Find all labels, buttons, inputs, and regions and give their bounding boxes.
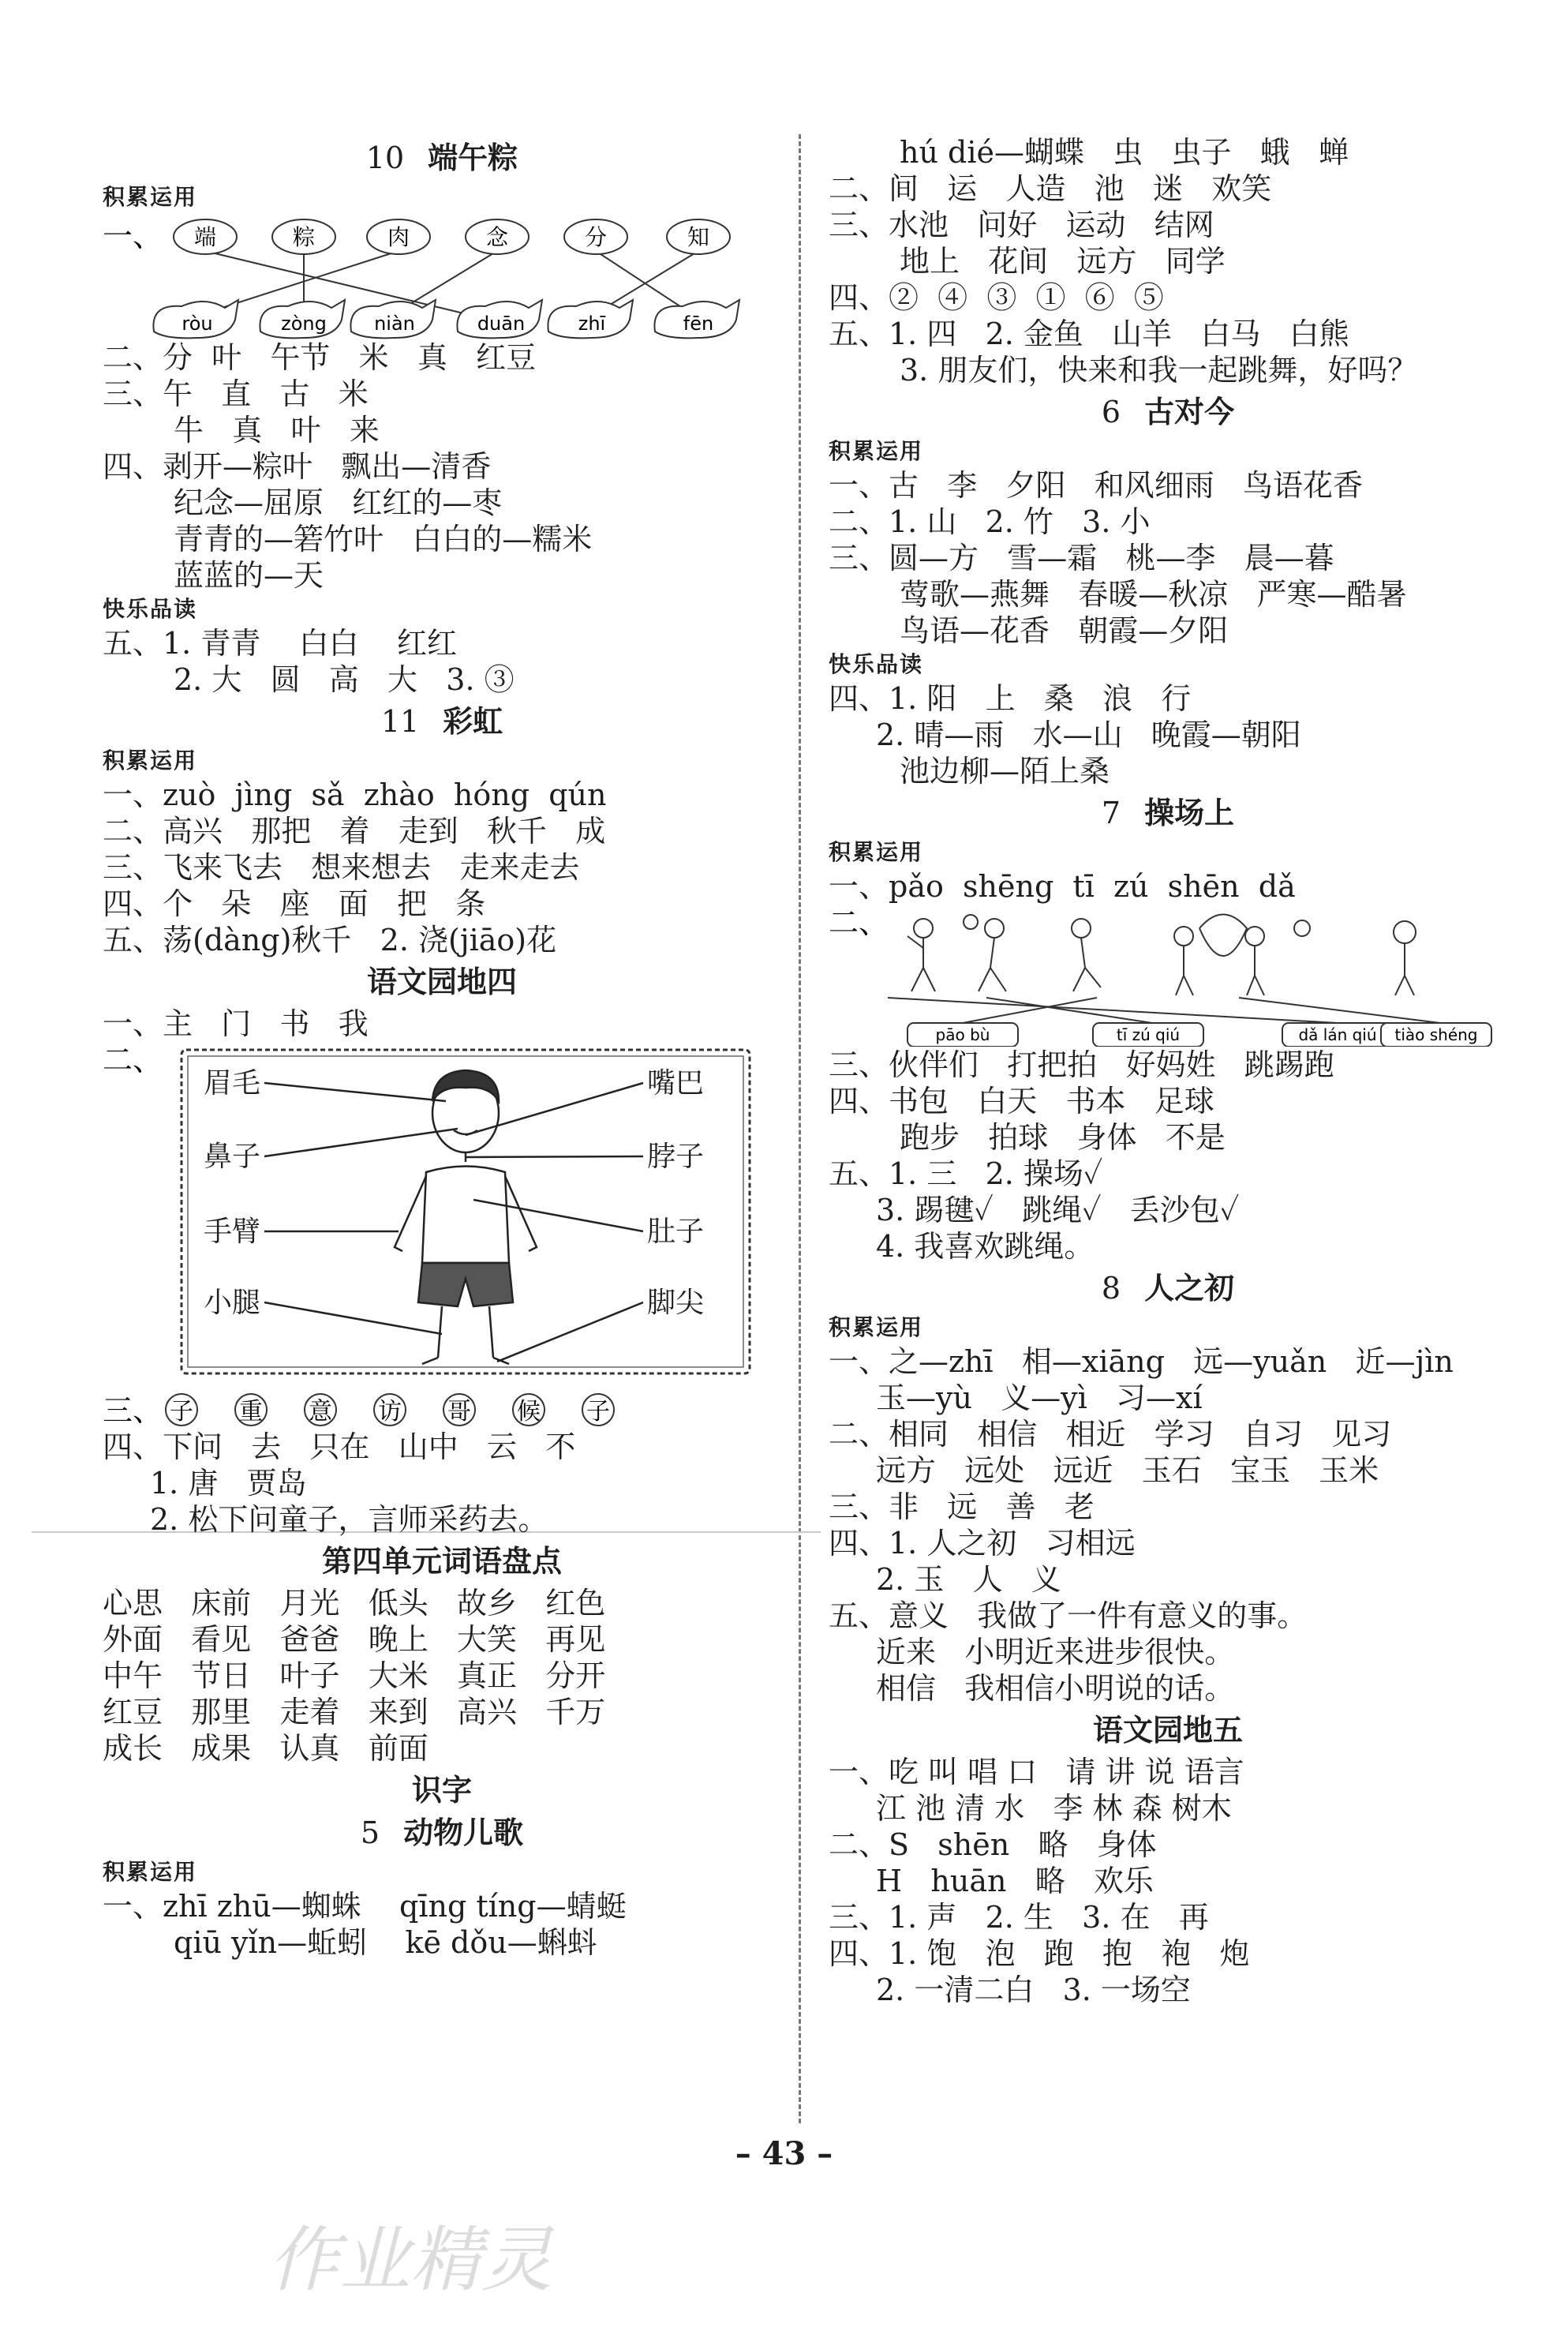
body-part-label-right: 肚子: [647, 1216, 705, 1248]
circled-char: 子: [586, 1398, 610, 1426]
l6-q3-ind-2: 鸟语—花香 朝霞—夕阳: [900, 613, 1229, 648]
l11-q4: 四、个 朵 座 面 把 条: [103, 886, 486, 921]
l10-q3-ind: 牛 真 叶 来: [174, 413, 380, 448]
unit4-row-5: 成长 成果 认真 前面: [103, 1731, 428, 1766]
section-label: 快乐品读: [829, 651, 924, 677]
pinyin-label: ròu: [181, 313, 213, 335]
l6-q4-ind: 2. 晴—雨 水—山 晚霞—朝阳: [876, 718, 1301, 752]
ywyd4-q4-ind-1: 1. 唐 贾岛: [150, 1466, 307, 1501]
l8-q5: 五、意义 我做了一件有意义的事。: [829, 1598, 1308, 1633]
section-label: 积累运用: [829, 438, 924, 464]
pinyin-box-label: tī zú qiú: [1116, 1025, 1181, 1044]
ywyd4-q3-prefix: 三、: [103, 1393, 163, 1428]
l10-q1-prefix: 一、: [103, 219, 163, 253]
l8-q2-ind: 远方 远处 远近 玉石 宝玉 玉米: [876, 1453, 1379, 1488]
section-label: 积累运用: [103, 184, 198, 210]
circled-char: 哥: [447, 1398, 471, 1426]
l10-q3: 三、午 直 古 米: [103, 377, 369, 411]
l7-q4-ind: 跑步 拍球 身体 不是: [900, 1120, 1226, 1155]
ywyd4-q3-svg: [103, 1389, 781, 1429]
char-label: 念: [485, 224, 509, 250]
l11-q5: 五、荡(dàng)秋千 2. 浇(jiāo)花: [103, 923, 557, 957]
ywyd5-title: 语文园地五: [1092, 1713, 1243, 1748]
child-figure: [395, 1070, 537, 1364]
l7-q5-ind-2: 4. 我喜欢跳绳。: [876, 1229, 1095, 1264]
unit4-row-1: 心思 床前 月光 低头 故乡 红色: [103, 1586, 606, 1620]
l10-q4: 四、剥开—粽叶 飘出—清香: [103, 449, 492, 484]
lesson-7-title: 7 操场上: [1101, 796, 1235, 830]
l8-q3: 三、非 远 善 老: [829, 1489, 1095, 1524]
lesson-6-title: 6 古对今: [1101, 395, 1235, 429]
ywyd5-q2-ind: H huān 略 欢乐: [876, 1864, 1154, 1898]
body-part-label-left: 小腿: [204, 1287, 261, 1319]
l5-q1: 一、zhī zhū—蜘蛛 qīng tíng—蜻蜓: [103, 1889, 627, 1924]
l10-q5: 五、1. 青青 白白 红红: [103, 626, 457, 661]
body-part-label-right: 嘴巴: [647, 1067, 705, 1100]
ywyd4-q4: 四、下问 去 只在 山中 云 不: [103, 1429, 576, 1464]
l8-q4: 四、1. 人之初 习相远: [829, 1526, 1136, 1561]
circled-char: 候: [517, 1398, 541, 1426]
l7-q5: 五、1. 三 2. 操场✓: [829, 1156, 1103, 1191]
ywyd4-q4-ind-2: 2. 松下问童子，言师采药去。: [150, 1502, 548, 1537]
char-label: 粽: [292, 224, 316, 250]
l11-q1: 一、zuò jìng sǎ zhào hóng qún: [103, 777, 607, 812]
pinyin-box-label: tiào shéng: [1394, 1025, 1478, 1044]
l8-q4-ind: 2. 玉 人 义: [876, 1562, 1061, 1597]
circled-char: 重: [239, 1398, 263, 1426]
char-label: 端: [193, 224, 217, 250]
section-label: 积累运用: [103, 747, 198, 774]
unit4-title: 第四单元词语盘点: [321, 1544, 562, 1579]
l6-q1: 一、古 李 夕阳 和风细雨 鸟语花香: [829, 468, 1363, 503]
section-label: 积累运用: [829, 839, 924, 865]
pinyin-label: zhī: [578, 313, 606, 335]
ywyd4-q1: 一、主 门 书 我: [103, 1006, 369, 1041]
pinyin-box-label: pāo bù: [935, 1025, 990, 1044]
pinyin-label: niàn: [374, 313, 415, 335]
l10-q4-ind-1: 纪念—屈原 红红的—枣: [174, 485, 503, 520]
l10-matching-figure: [103, 213, 781, 339]
l8-q2: 二、相同 相信 相近 学习 自习 见习: [829, 1417, 1392, 1452]
l10-q2: 二、分 叶 午节 米 真 红豆: [103, 340, 537, 375]
body-part-label-left: 鼻子: [204, 1141, 261, 1173]
section-label: 积累运用: [829, 1314, 924, 1340]
l8-q1: 一、之—zhī 相—xiāng 远—yuǎn 近—jìn: [829, 1344, 1454, 1379]
ywyd5-q2: 二、S shēn 略 身体: [829, 1827, 1157, 1862]
pinyin-label: fēn: [683, 313, 714, 335]
l11-q3: 三、飞来飞去 想来想去 走来走去: [103, 850, 580, 885]
body-part-label-right: 脖子: [647, 1141, 705, 1173]
section-label: 快乐品读: [103, 596, 198, 622]
unit4-row-2: 外面 看见 爸爸 晚上 大笑 再见: [103, 1622, 606, 1657]
left-column: [103, 134, 781, 1961]
r-top-5: 五、1. 四 2. 金鱼 山羊 白马 白熊: [829, 317, 1349, 351]
ywyd5-q1: 一、吃 叫 唱 口 请 讲 说 语言: [829, 1755, 1244, 1789]
ywyd5-q4: 四、1. 饱 泡 跑 抱 袍 炮: [829, 1936, 1250, 1971]
ywyd4-title: 语文园地四: [366, 965, 517, 999]
right-column: [829, 134, 1507, 2008]
lesson-8-title: 8 人之初: [1101, 1271, 1235, 1306]
l8-q1-ind: 玉—yù 义—yì 习—xí: [876, 1381, 1203, 1415]
ywyd5-q1-ind: 江 池 清 水 李 林 森 树木: [876, 1791, 1232, 1826]
l6-q4-ind-2: 池边柳—陌上桑: [900, 754, 1110, 789]
body-part-label-left: 手臂: [204, 1216, 261, 1248]
l7-q2-prefix: 二、: [829, 905, 889, 940]
children-playing: [907, 915, 1416, 996]
l8-q5-ind-1: 近来 小明近来进步很快。: [876, 1635, 1235, 1669]
body-part-label-right: 脚尖: [647, 1287, 705, 1319]
l7-matching-svg: [829, 905, 1507, 1047]
r-top-1: hú dié—蝴蝶 虫 虫子 蛾 蝉: [900, 135, 1349, 170]
lesson-10-title: 10 端午粽: [365, 141, 518, 175]
l6-q3-ind-1: 莺歌—燕舞 春暖—秋凉 严寒—酷暑: [900, 577, 1407, 612]
char-label: 知: [687, 224, 710, 250]
l5-q1-ind: qiū yǐn—蚯蚓 kē dǒu—蝌蚪: [174, 1925, 597, 1960]
watermark: 作业精灵: [268, 2219, 552, 2302]
pinyin-box-label: dǎ lán qiú: [1298, 1025, 1377, 1044]
l6-q3: 三、圆—方 雪—霜 桃—李 晨—暮: [829, 541, 1334, 575]
r-top-2: 二、间 运 人造 池 迷 欢笑: [829, 171, 1272, 206]
ywyd5-q4-ind: 2. 一清二白 3. 一场空: [876, 1973, 1191, 2007]
body-parts-figure: [103, 1042, 781, 1389]
l7-q5-ind-1: 3. 踢毽✓ 跳绳✓ 丢沙包✓: [876, 1193, 1240, 1227]
page-number: – 43 –: [735, 2135, 833, 2172]
l10-q4-ind-3: 蓝蓝的—天: [174, 558, 324, 593]
circled-char: 意: [309, 1398, 332, 1426]
ywyd5-q3: 三、1. 声 2. 生 3. 在 再: [829, 1900, 1209, 1935]
l10-q5-ind: 2. 大 圆 高 大 3. ③: [174, 662, 515, 697]
l7-q1: 一、pǎo shēng tī zú shēn dǎ: [829, 869, 1296, 904]
l6-q4: 四、1. 阳 上 桑 浪 行: [829, 681, 1192, 716]
l10-q4-ind-2: 青青的—箬竹叶 白白的—糯米: [174, 522, 593, 556]
shizi-title: 识字: [411, 1773, 472, 1808]
pinyin-label: duān: [477, 313, 526, 335]
l10-matching-svg: [103, 213, 781, 339]
char-label: 分: [584, 224, 608, 250]
r-top-3-ind: 地上 花间 远方 同学: [900, 244, 1226, 279]
circled-char: 子: [170, 1398, 193, 1426]
body-parts-svg: [103, 1042, 781, 1389]
r-top-3: 三、水池 问好 运动 结网: [829, 208, 1214, 242]
ywyd4-q3: [103, 1389, 781, 1429]
body-part-label-left: 眉毛: [204, 1067, 261, 1100]
l7-q3: 三、伙伴们 打把拍 好妈姓 跳踢跑: [829, 1047, 1334, 1082]
l7-q4: 四、书包 白天 书本 足球: [829, 1084, 1214, 1118]
unit4-row-3: 中午 节日 叶子 大米 真正 分开: [103, 1658, 606, 1693]
section-label: 积累运用: [103, 1859, 198, 1885]
lesson-11-title: 11 彩虹: [380, 704, 503, 739]
l6-q2: 二、1. 山 2. 竹 3. 小: [829, 504, 1151, 539]
r-top-4: 四、② ④ ③ ① ⑥ ⑤: [829, 280, 1164, 315]
lesson-5-title: 5 动物儿歌: [360, 1815, 524, 1850]
l11-q2: 二、高兴 那把 着 走到 秋千 成: [103, 814, 606, 849]
char-label: 肉: [387, 224, 410, 250]
l7-matching-figure: [829, 905, 1507, 1047]
unit4-row-4: 红豆 那里 走着 来到 高兴 千万: [103, 1695, 606, 1729]
l8-q5-ind-2: 相信 我相信小明说的话。: [876, 1671, 1235, 1706]
ywyd4-q2-prefix: 二、: [103, 1043, 163, 1077]
pinyin-label: zòng: [281, 313, 327, 335]
r-top-5-ind: 3. 朋友们，快来和我一起跳舞，好吗？: [900, 353, 1418, 388]
column-divider: [799, 134, 801, 2123]
circled-char: 访: [378, 1398, 402, 1426]
